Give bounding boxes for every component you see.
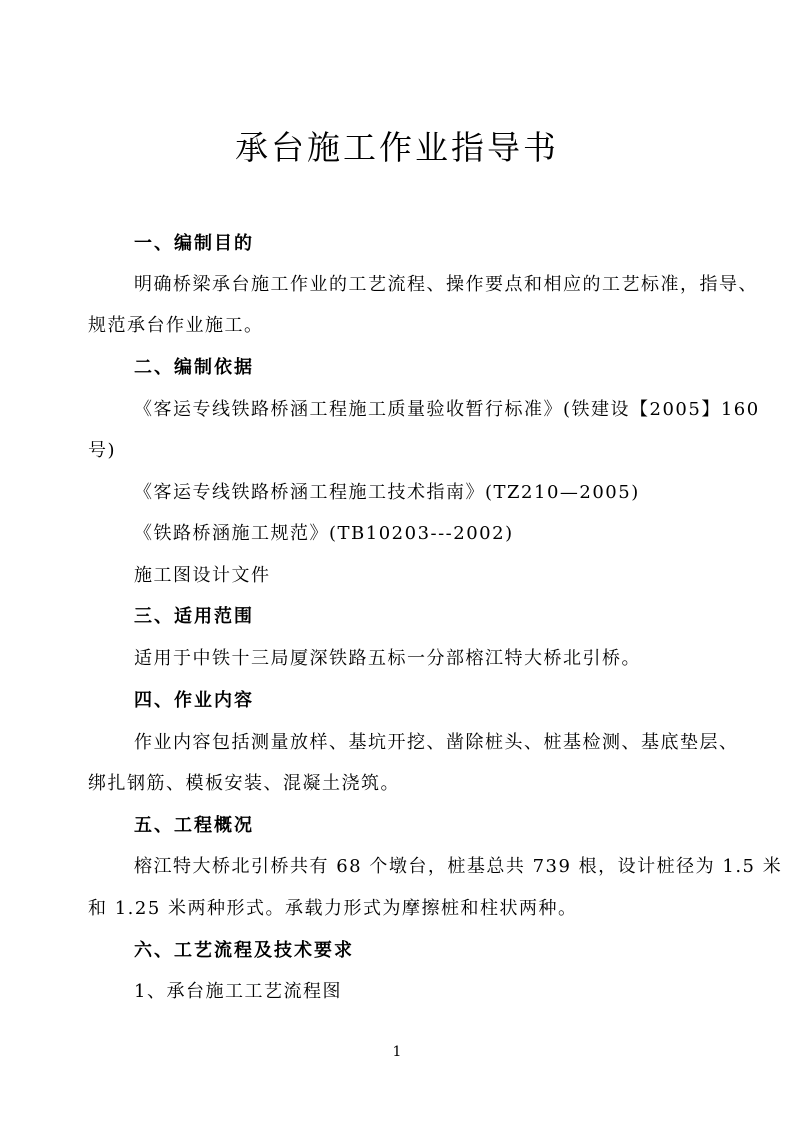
paragraph-line: 《客运专线铁路桥涵工程施工技术指南》(TZ210—2005) <box>134 482 640 503</box>
page-number: 1 <box>392 1044 402 1060</box>
heading-basis: 二、编制依据 <box>134 357 254 378</box>
heading-purpose: 一、编制目的 <box>134 233 254 254</box>
paragraph-line: 绑扎钢筋、模板安装、混凝土浇筑。 <box>88 773 400 794</box>
paragraph-line: 榕江特大桥北引桥共有 68 个墩台，桩基总共 739 根，设计桩径为 1.5 米 <box>134 856 783 877</box>
heading-scope: 三、适用范围 <box>134 606 254 627</box>
paragraph-line: 《客运专线铁路桥涵工程施工质量验收暂行标准》(铁建设【2005】160 <box>134 399 760 420</box>
paragraph-line: 作业内容包括测量放样、基坑开挖、凿除桩头、桩基检测、基底垫层、 <box>134 732 739 753</box>
heading-project-overview: 五、工程概况 <box>134 815 254 836</box>
document-title: 承台施工作业指导书 <box>235 128 559 167</box>
paragraph-line: 规范承台作业施工。 <box>88 315 264 336</box>
heading-process: 六、工艺流程及技术要求 <box>134 940 354 961</box>
paragraph-line: 号) <box>88 440 117 461</box>
paragraph-line: 1、承台施工工艺流程图 <box>134 981 342 1002</box>
paragraph-line: 施工图设计文件 <box>134 565 271 586</box>
heading-work-content: 四、作业内容 <box>134 690 254 711</box>
paragraph-line: 《铁路桥涵施工规范》(TB10203---2002) <box>134 523 514 544</box>
paragraph-line: 和 1.25 米两种形式。承载力形式为摩擦桩和柱状两种。 <box>88 898 578 919</box>
paragraph-line: 明确桥梁承台施工作业的工艺流程、操作要点和相应的工艺标准，指导、 <box>134 274 758 295</box>
paragraph-line: 适用于中铁十三局厦深铁路五标一分部榕江特大桥北引桥。 <box>134 648 641 669</box>
